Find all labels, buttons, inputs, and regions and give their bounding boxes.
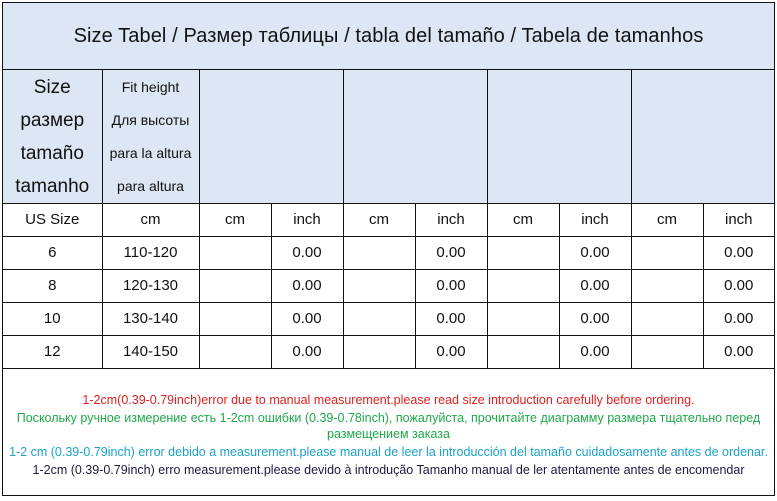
inch-value: 0.00 [271,336,343,369]
unit-cell: cm [343,204,415,237]
header-row [3,70,774,204]
units-row [3,204,774,237]
note-english: 1-2cm(0.39-0.79inch)error due to manual measurement.please read size introduction carefully before ordering. [82,392,695,407]
size-header-cell [3,70,102,204]
cm-value [343,237,415,270]
size-label-ru: размер [20,109,85,131]
chart-title: Size Tabel / Размер таблицы / tabla del tamaño / Tabela de tamanhos [3,3,774,70]
cm-value [199,303,271,336]
inch-value: 0.00 [415,270,487,303]
size-value: 6 [3,237,102,270]
height-value: 110-120 [102,237,199,270]
fit-label-es: para la altura [109,144,192,161]
cm-value [487,270,559,303]
fit-label-ru: Для высоты [111,111,190,128]
unit-cell: cm [102,204,199,237]
inch-value: 0.00 [703,237,774,270]
fit-label-en: Fit height [121,78,180,95]
height-value: 140-150 [102,336,199,369]
measurement-header-4 [631,70,774,204]
size-label-es: tamaño [20,142,84,164]
size-label-pt: tamanho [15,175,90,197]
cm-value [631,270,703,303]
inch-value: 0.00 [559,303,631,336]
unit-cell: inch [415,204,487,237]
cm-value [631,336,703,369]
unit-cell: US Size [3,204,102,237]
cm-value [487,237,559,270]
size-value: 10 [3,303,102,336]
cm-value [343,270,415,303]
note-portuguese: 1-2cm (0.39-0.79inch) erro measurement.please devido à introdução Tamanho manual de ler atentamente antes de encomendar [32,462,745,477]
measurement-notes [3,369,774,500]
inch-value: 0.00 [271,303,343,336]
size-label-en: Size [33,76,71,98]
inch-value: 0.00 [559,237,631,270]
size-value: 12 [3,336,102,369]
cm-value [199,270,271,303]
cm-value [631,237,703,270]
inch-value: 0.00 [703,303,774,336]
size-table [3,70,774,369]
size-value: 8 [3,270,102,303]
table-row [3,303,774,336]
cm-value [487,303,559,336]
note-spanish: 1-2 cm (0.39-0.79inch) error debido a measurement.please manual de leer la introducción del tamaño cuidadosamente antes de ordenar. [9,444,768,459]
unit-cell: cm [631,204,703,237]
inch-value: 0.00 [559,336,631,369]
cm-value [487,336,559,369]
fit-height-header-cell [102,70,199,204]
table-row [3,336,774,369]
cm-value [343,336,415,369]
unit-cell: cm [199,204,271,237]
unit-cell: cm [487,204,559,237]
cm-value [343,303,415,336]
height-value: 120-130 [102,270,199,303]
inch-value: 0.00 [559,270,631,303]
cm-value [199,237,271,270]
inch-value: 0.00 [415,336,487,369]
measurement-header-3 [487,70,631,204]
unit-cell: inch [559,204,631,237]
table-row [3,237,774,270]
inch-value: 0.00 [415,237,487,270]
fit-label-pt: para altura [117,177,184,194]
unit-cell: inch [703,204,774,237]
height-value: 130-140 [102,303,199,336]
inch-value: 0.00 [271,237,343,270]
cm-value [199,336,271,369]
inch-value: 0.00 [703,270,774,303]
note-russian: Поскольку ручное измерение есть 1-2cm ошибки (0.39-0.78inch), пожалуйста, прочитайте диаграмму размера тщательно перед размещением заказа [16,410,761,441]
table-row [3,270,774,303]
unit-cell: inch [271,204,343,237]
cm-value [631,303,703,336]
measurement-header-1 [199,70,343,204]
measurement-header-2 [343,70,487,204]
inch-value: 0.00 [703,336,774,369]
size-chart [2,2,775,496]
inch-value: 0.00 [415,303,487,336]
inch-value: 0.00 [271,270,343,303]
